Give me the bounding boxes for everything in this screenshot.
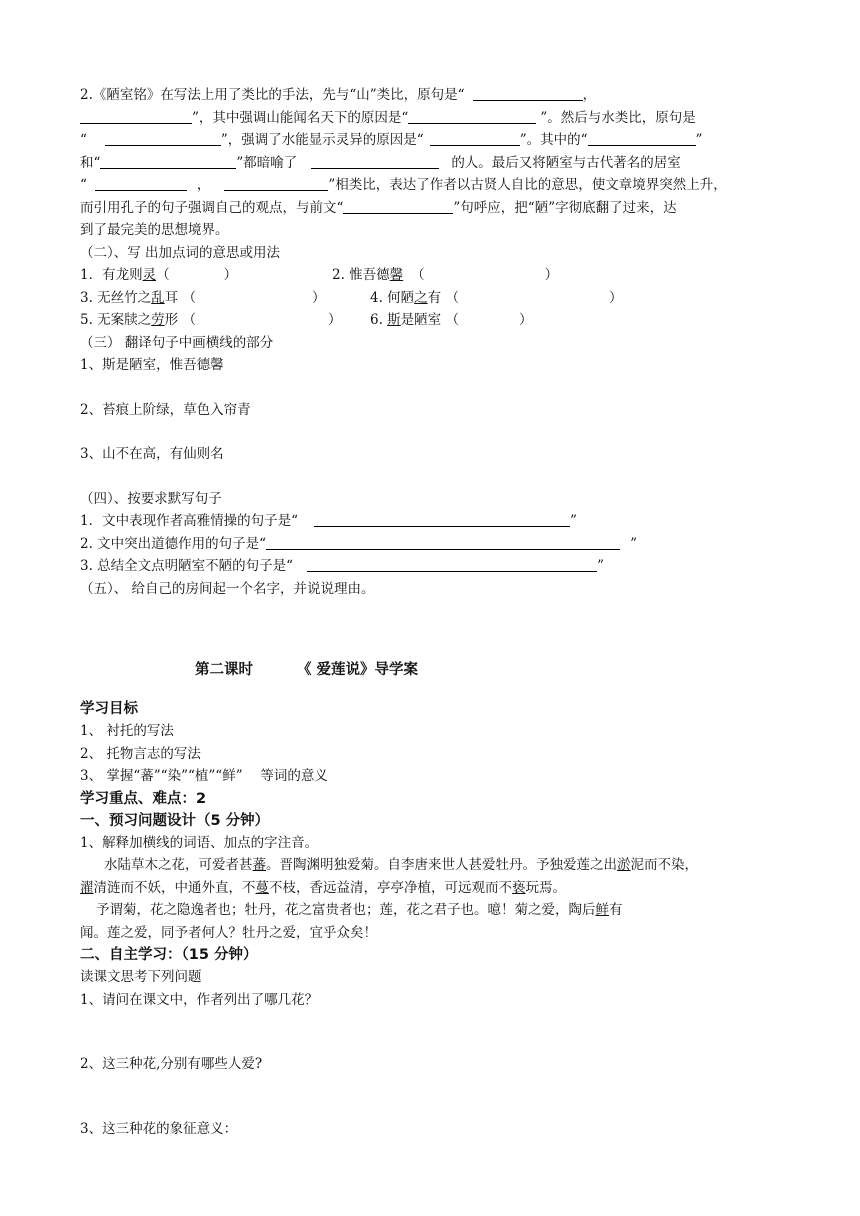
underlined-word: 亵 <box>512 879 526 896</box>
underlined-word: 蕃 <box>252 857 266 873</box>
item-label: ） <box>327 312 342 328</box>
q2-text: ， <box>196 177 211 193</box>
section-4-heading: （四）、按要求默写句子 <box>80 490 222 507</box>
target-word: 斯 <box>387 312 401 328</box>
answer-blank[interactable] <box>314 511 570 527</box>
answer-blank[interactable] <box>588 130 696 146</box>
underlined-word: 濯 <box>80 879 94 896</box>
passage-text: 有 <box>609 902 623 918</box>
passage-line-1 <box>80 854 780 877</box>
q2-line-6 <box>80 197 780 220</box>
goal-item: 2、 托物言志的写法 <box>80 745 201 762</box>
passage-text: 不枝，香远益清，亭亭净植，可远观而不 <box>269 879 512 896</box>
passage-line-4: 闻。莲之爱，同予者何人？牡丹之爱，宜乎众矣！ <box>80 924 377 941</box>
passage-text: 水陆草木之花，可爱者甚 <box>104 857 253 873</box>
target-word: 之 <box>414 289 428 306</box>
answer-blank[interactable] <box>266 534 620 550</box>
preview-question-1: 1、解释加横线的词语、加点的字注音。 <box>80 834 319 851</box>
s2-item-6 <box>370 312 532 328</box>
item-label: ） <box>311 289 326 306</box>
s2-item-5 <box>80 309 370 332</box>
underlined-word: 鲜 <box>595 902 609 918</box>
s3-item-3: 3、山不在高，有仙则名 <box>80 446 224 462</box>
q2-line-4 <box>80 152 780 175</box>
q2-text: ”相类比，表达了作者以古贤人自比的意思，使文章境界突然上升， <box>328 177 727 193</box>
question-2 <box>80 84 780 242</box>
s2-item-1 <box>80 264 332 287</box>
passage-text: 予谓菊，花之隐逸者也；牡丹，花之富贵者也；莲，花之君子也。噫！菊之爱，陶后 <box>96 902 596 918</box>
answer-blank[interactable] <box>100 153 236 169</box>
underlined-word: 蔓 <box>255 879 269 896</box>
answer-blank[interactable] <box>408 108 536 124</box>
section-3-heading: （三） 翻译句子中画横线的部分 <box>80 334 274 351</box>
item-label: ） <box>544 267 559 283</box>
item-label: 是陋室 （ <box>400 312 459 328</box>
item-label: （ <box>411 267 425 283</box>
q2-text: ” <box>695 132 703 148</box>
target-word: 灵 <box>142 267 157 283</box>
answer-blank[interactable] <box>224 175 328 191</box>
q2-text: ”。然后与水类比，原句是 <box>540 109 696 126</box>
lesson-title-part: 《 爱莲说》导学案 <box>297 662 419 678</box>
q2-text: 2.《陋室铭》在写法上用了类比的手法，先与“山”类比，原句是“ <box>80 87 465 103</box>
self-study-intro: 读课文思考下列问题 <box>80 969 202 985</box>
goal-item: 1、 衬托的写法 <box>80 723 174 739</box>
lesson-title-part: 第二课时 <box>195 662 253 678</box>
passage-line-2 <box>80 877 780 900</box>
self-question-3: 3、这三种花的象征意义： <box>80 1120 238 1137</box>
section-5-heading: （五）、 给自己的房间起一个名字，并说说理由。 <box>80 580 375 597</box>
s2-row-3 <box>80 309 780 332</box>
item-label: 耳 （ <box>164 289 196 306</box>
answer-blank[interactable] <box>307 556 597 572</box>
preview-heading: 一、预习问题设计（5 分钟） <box>80 812 270 829</box>
q2-text: 和“ <box>80 154 101 171</box>
s2-row-2 <box>80 287 780 310</box>
target-word: 乱 <box>151 289 165 306</box>
q2-text: ”都暗喻了 <box>236 154 298 171</box>
item-label: 3. 无丝竹之 <box>80 289 152 306</box>
goals-heading: 学习目标 <box>80 701 138 717</box>
item-label: ） <box>518 312 533 328</box>
s3-item-1: 1、斯是陋室，惟吾德馨 <box>80 357 224 373</box>
s3-item-2: 2、苔痕上阶绿，草色入帘青 <box>80 401 251 418</box>
item-label: 4. 何陋 <box>370 289 415 306</box>
item-label: 3. 总结全文点明陋室不陋的句子是“ <box>80 558 294 574</box>
item-label: 6. <box>370 312 388 328</box>
item-label: 1．有龙则 <box>80 267 143 283</box>
q2-text: 而引用孔子的句子强调自己的观点，与前文“ <box>80 199 344 216</box>
item-label: 5. 无案牍之 <box>80 312 152 328</box>
q2-line-7: 到了最完美的思想境界。 <box>80 222 229 238</box>
self-question-1: 1、请问在课文中，作者列出了哪几花？ <box>80 991 319 1008</box>
q2-line-2 <box>80 107 780 130</box>
s4-item-3 <box>80 555 780 578</box>
lesson-2-title <box>80 658 780 682</box>
q2-line-3 <box>80 129 780 152</box>
item-label: ） <box>223 267 238 283</box>
answer-blank[interactable] <box>95 175 187 191</box>
passage-text: 。晋陶渊明独爱菊。自李唐来世人甚爱牡丹。予独爱莲之出 <box>266 857 617 873</box>
q2-text: ， <box>582 87 597 103</box>
s2-item-2 <box>332 267 558 283</box>
s2-row-1 <box>80 264 780 287</box>
q2-text: ”句呼应，把“陋”字彻底翻了过来，达 <box>453 199 677 216</box>
s2-item-3 <box>80 287 370 310</box>
item-label: ） <box>608 289 623 306</box>
q2-line-5 <box>80 174 780 197</box>
passage-text: 玩焉。 <box>525 879 566 896</box>
answer-blank[interactable] <box>430 130 520 146</box>
answer-blank[interactable] <box>343 198 453 214</box>
section-2-heading: （二）、写 出加点词的意思或用法 <box>80 244 281 261</box>
q2-text: 的人。最后又将陋室与古代著名的居室 <box>451 154 681 171</box>
s4-item-1 <box>80 510 780 533</box>
item-label: ” <box>630 535 637 552</box>
answer-blank[interactable] <box>311 153 439 169</box>
answer-blank[interactable] <box>80 108 192 124</box>
item-label: 1．文中表现作者高雅情操的句子是“ <box>80 513 298 529</box>
passage-text: 清涟而不妖，中通外直，不 <box>93 879 256 896</box>
answer-blank[interactable] <box>105 130 221 146</box>
target-word: 馨 <box>389 267 404 283</box>
q2-text: ”。其中的“ <box>519 132 588 148</box>
passage-line-3 <box>80 899 780 922</box>
answer-blank[interactable] <box>473 85 583 101</box>
target-word: 劳 <box>151 312 165 328</box>
item-label: 有 （ <box>427 289 459 306</box>
q2-text: ”，强调了水能显示灵异的原因是“ <box>220 132 424 148</box>
underlined-word: 淤 <box>617 857 631 873</box>
q2-text: ”，其中强调山能闻名天下的原因是“ <box>192 109 409 126</box>
item-label: ” <box>597 558 604 574</box>
q2-text: “ <box>80 132 87 148</box>
item-label: ” <box>570 513 577 529</box>
document-page <box>80 84 780 1140</box>
s2-item-4 <box>370 290 622 306</box>
item-label: 形 （ <box>164 312 196 328</box>
s4-item-2 <box>80 533 780 556</box>
goal-item: 3、 掌握“蕃”“染”“植”“鲜” 等词的意义 <box>80 768 328 784</box>
ailian-passage <box>80 854 780 944</box>
item-label: 2. 惟吾德 <box>332 267 390 283</box>
passage-text: 泥而不染， <box>630 857 698 873</box>
self-study-heading: 二、自主学习：（15 分钟） <box>80 947 258 963</box>
self-question-2: 2、这三种花,分别有哪些人爱? <box>80 1056 263 1072</box>
q2-line-1 <box>80 84 780 107</box>
item-label: （ <box>156 267 170 283</box>
item-label: 2. 文中突出道德作用的句子是“ <box>80 535 267 552</box>
key-points: 学习重点、难点：2 <box>80 790 207 807</box>
q2-text: “ <box>80 177 87 193</box>
